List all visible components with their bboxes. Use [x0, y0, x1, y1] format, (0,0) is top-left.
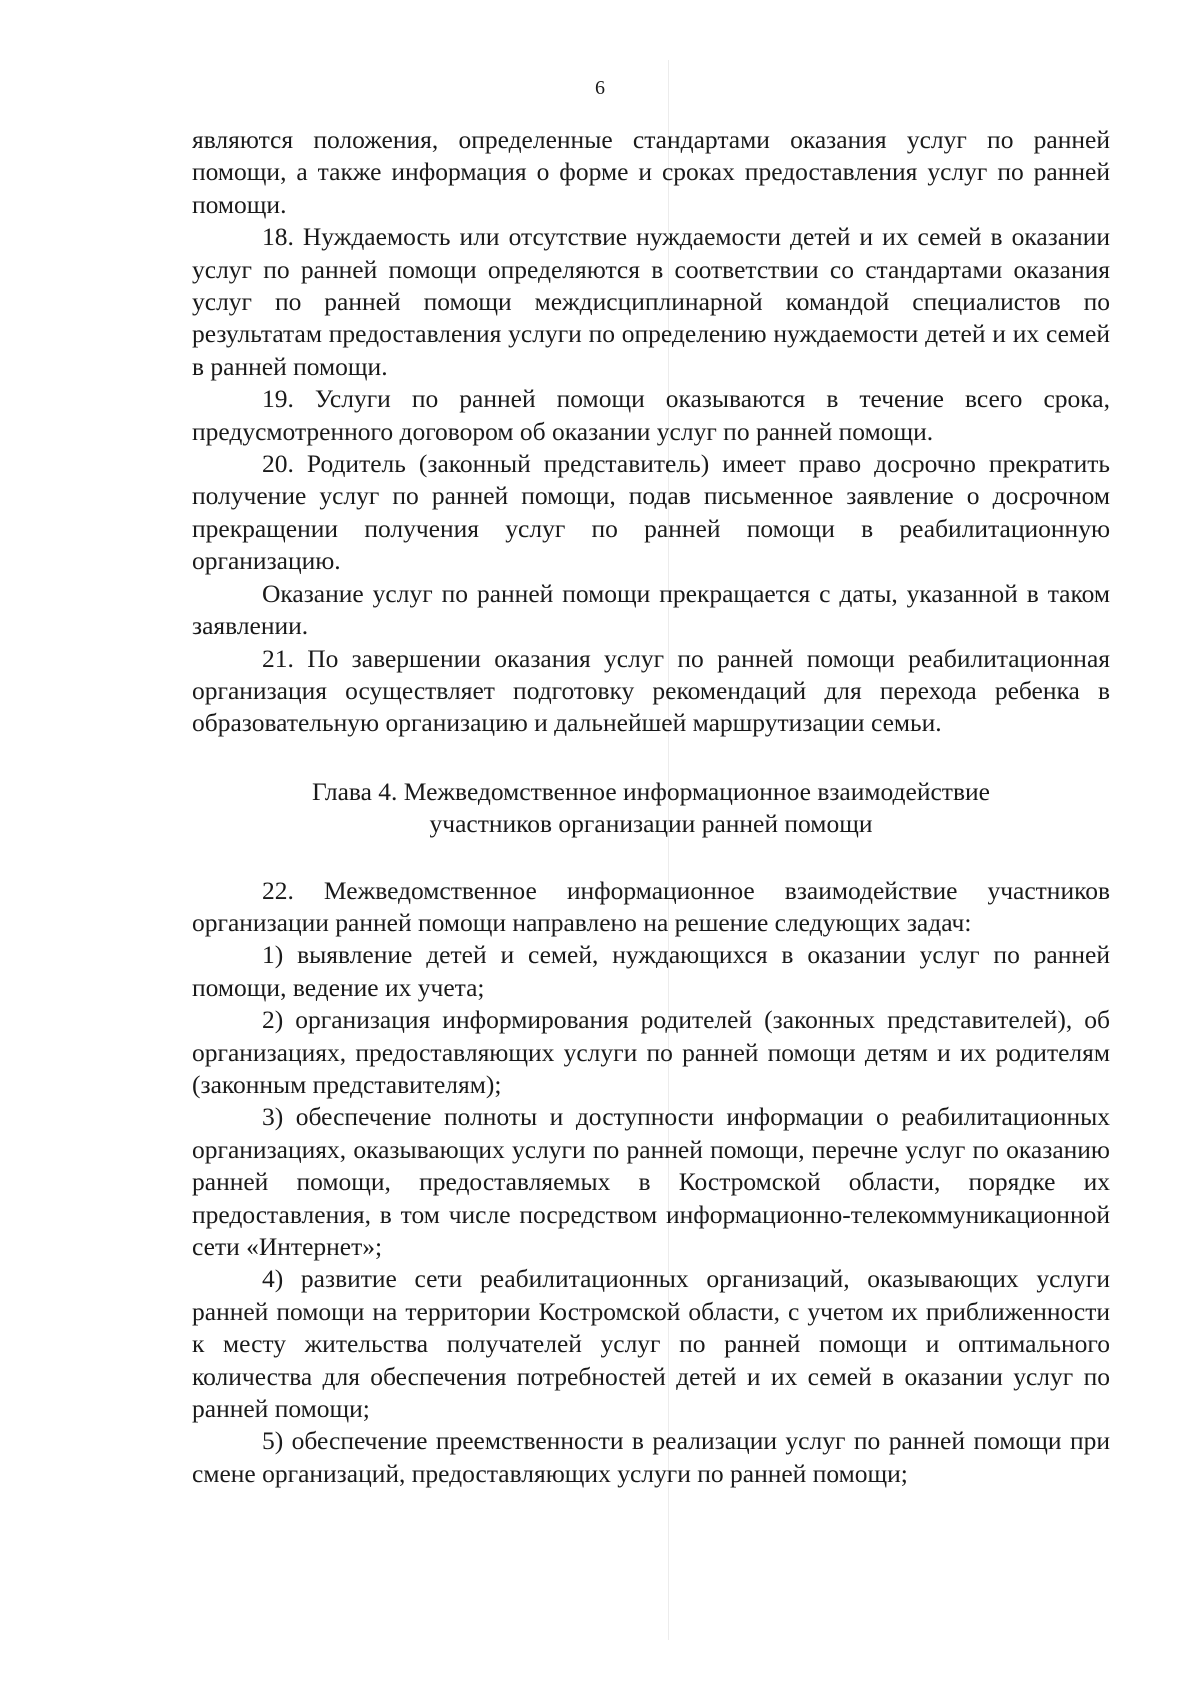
list-item-1: 1) выявление детей и семей, нуждающихся в оказании услуг по ранней помощи, ведение их учета; [192, 940, 1110, 1002]
paragraph-20-termination: Оказание услуг по ранней помощи прекращается с даты, указанной в таком заявлении. [192, 578, 1110, 641]
paragraph-22: 22. Межведомственное информационное взаимодействие участников организации ранней помощи направлено на решение следующих задач: [192, 875, 1110, 937]
list-item-3: 3) обеспечение полноты и доступности информации о реабилитационных организациях, оказывающих услуги по ранней помощи, перечне услуг по оказанию ранней помощи, предоставляемых в Костромской области, порядке их предоставления, в том числе посредством информационно-телекоммуникационной сети «Интернет»; [192, 1102, 1110, 1261]
paragraph-continuation: являются положения, определенные стандартами оказания услуг по ранней помощи, а также информация о форме и сроках предоставления услуг по ранней помощи. [192, 125, 1110, 219]
paragraph-20: 20. Родитель (законный представитель) имеет право досрочно прекратить получение услуг по ранней помощи, подав письменное заявление о досрочном прекращении получения услуг по ранней помощи в реабилитационную организацию. [192, 449, 1110, 576]
paragraph-19: 19. Услуги по ранней помощи оказываются в течение всего срока, предусмотренного договором об оказании услуг по ранней помощи. [192, 384, 1110, 446]
chapter-heading-line-2: участников организации ранней помощи [429, 809, 873, 839]
paragraph-21: 21. По завершении оказания услуг по ранней помощи реабилитационная организация осуществляет подготовку рекомендаций для перехода ребенка в образовательную организацию и дальнейшей маршрутизации семьи. [192, 643, 1110, 738]
page-number: 6 [595, 77, 605, 99]
paragraph-18: 18. Нуждаемость или отсутствие нуждаемости детей и их семей в оказании услуг по ранней помощи определяются в соответствии со стандартами оказания услуг по ранней помощи междисциплинарной командой специалистов по результатам предоставления услуги по определению нуждаемости детей и их семей в ранней помощи. [192, 222, 1110, 381]
list-item-5: 5) обеспечение преемственности в реализации услуг по ранней помощи при смене организаций, предоставляющих услуги по ранней помощи; [192, 1426, 1110, 1488]
document-body [192, 124, 1110, 1490]
chapter-heading-line-1: Глава 4. Межведомственное информационное взаимодействие [312, 776, 990, 806]
chapter-heading [192, 776, 1110, 841]
list-item-2: 2) организация информирования родителей (законных представителей), об организациях, предоставляющих услуги по ранней помощи детям и их родителям (законным представителям); [192, 1005, 1110, 1099]
list-item-4: 4) развитие сети реабилитационных организаций, оказывающих услуги ранней помощи на территории Костромской области, с учетом их приближенности к месту жительства получателей услуг по ранней помощи и оптимального количества для обеспечения потребностей детей и их семей в оказании услуг по ранней помощи; [192, 1264, 1110, 1424]
